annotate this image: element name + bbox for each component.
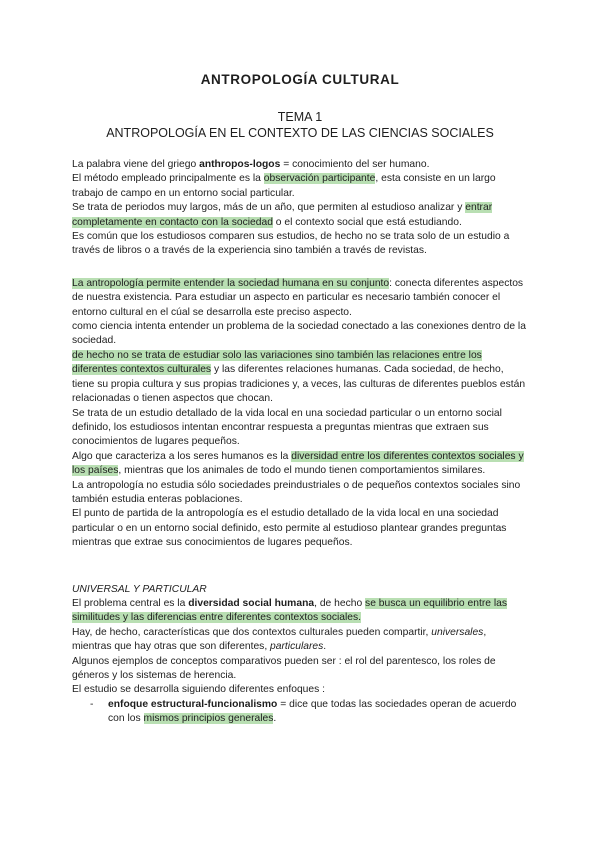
paragraph-comparison: Es común que los estudiosos comparen sus estudios, de hecho no se trata solo de un estudio a través de libros o a través de la experiencia sino también a través de revistas. xyxy=(72,231,510,257)
text-span: Hay, de hecho, características que dos contextos culturales pueden compartir, xyxy=(72,626,432,638)
text-span: . xyxy=(273,713,277,725)
bold-term: diversidad social humana xyxy=(188,597,315,609)
highlight: La antropología permite entender la sociedad humana en su conjunto xyxy=(72,277,390,289)
highlight: se busca un equilibrio entre las similitudes y las diferencias entre diferentes contextos sociales. xyxy=(72,597,508,624)
italic-term: particulares xyxy=(270,641,324,653)
text-span: = dice que todas las sociedades operan de acuerdo con los xyxy=(108,698,517,725)
document-body xyxy=(72,158,526,727)
text-span: La palabra viene del griego xyxy=(72,159,200,170)
highlight: diversidad entre los diferentes contextos sociales y los países xyxy=(72,450,524,477)
text-span: o el contexto social que está estudiando. xyxy=(272,216,462,228)
paragraph-method xyxy=(72,172,526,201)
paragraph-central-problem xyxy=(72,597,526,626)
text-span: El problema central es la xyxy=(72,597,189,609)
topic-number: TEMA 1 xyxy=(277,110,323,124)
highlight: de hecho no se trata de estudiar solo las variaciones sino también las relaciones entre los diferentes contextos culturales xyxy=(72,349,482,376)
text-span: = conocimiento del ser humano. xyxy=(280,159,430,170)
text-span: Algo que caracteriza a los seres humanos es la xyxy=(72,450,292,462)
text-span: El método empleado principalmente es la xyxy=(72,173,264,185)
section-heading: UNIVERSAL Y PARTICULAR xyxy=(72,583,207,595)
document-title: ANTROPOLOGÍA CULTURAL xyxy=(200,72,400,87)
paragraph-populations: La antropología no estudia sólo sociedades preindustriales o de pequeños contextos sociales sino también estudia enteras poblaciones. xyxy=(72,479,521,505)
text-span: . xyxy=(323,641,327,653)
bullet-dash: - xyxy=(90,698,94,710)
paragraph-starting-point: El punto de partida de la antropología es el estudio detallado de la vida local en una sociedad particular o en un entorno social definido, esto permite al estudioso plantear grandes preguntas mientras que extrae sus conocimientos de lugares pequeños. xyxy=(72,508,507,549)
bold-term: enfoque estructural-funcionalismo xyxy=(108,698,278,710)
paragraph-local-study: Se trata de un estudio detallado de la vida local en una sociedad particular o un entorno social definido, los estudiosos intentan encontrar respuesta a preguntas mientras que extraen sus conocimientos de lugares pequeños. xyxy=(72,407,502,448)
text-span: , de hecho xyxy=(314,597,366,609)
spacer xyxy=(72,551,526,583)
text-span: , esta consiste en un largo trabajo de campo en un entorno social particular. xyxy=(72,173,496,199)
bold-term: anthropos-logos xyxy=(199,159,281,170)
paragraph-approaches: El estudio se desarrolla siguiendo diferentes enfoques : xyxy=(72,684,326,696)
spacer xyxy=(72,259,526,277)
paragraph-diversity xyxy=(72,450,526,479)
italic-term: universales xyxy=(431,626,484,638)
text-span: Se trata de periodos muy largos, más de un año, que permiten al estudioso analizar y xyxy=(72,202,466,214)
list-item xyxy=(72,698,526,727)
paragraph-science: como ciencia intenta entender un problema de la sociedad conectado a las conexiones dentro de la sociedad. xyxy=(72,321,526,347)
list-item-text xyxy=(108,698,526,727)
text-span: : conecta diferentes aspectos de nuestra existencia. Para estudiar un aspecto en particular es necesario también conocer el entorno cultural en el cúal se desarrolla este preciso aspecto. xyxy=(72,277,524,318)
text-span: , mientras que hay otras que son diferentes, xyxy=(72,626,487,653)
paragraph-periods xyxy=(72,201,526,230)
text-span: , mientras que los animales de todo el mundo tienen comportamientos similares. xyxy=(118,465,486,477)
paragraph-understanding xyxy=(72,277,526,320)
text-span: y las diferentes relaciones humanas. Cada sociedad, de hecho, tiene su propia cultura y sus propias tradiciones y, a veces, las culturas de diferentes pueblos están relacionadas o tienen aspectos que chocan. xyxy=(72,364,526,405)
topic-title: ANTROPOLOGÍA EN EL CONTEXTO DE LAS CIENCIAS SOCIALES xyxy=(106,126,494,140)
paragraph-universal-particular xyxy=(72,626,526,655)
highlight: observación participante xyxy=(263,173,376,185)
paragraph-relations xyxy=(72,349,526,407)
paragraph-examples: Algunos ejemplos de conceptos comparativos pueden ser : el rol del parentesco, los roles de géneros y los sistemas de herencia. xyxy=(72,655,496,681)
highlight: entrar completamente en contacto con la sociedad xyxy=(72,202,493,228)
paragraph-etymology xyxy=(72,158,526,172)
highlight: mismos principios generales xyxy=(143,713,274,725)
